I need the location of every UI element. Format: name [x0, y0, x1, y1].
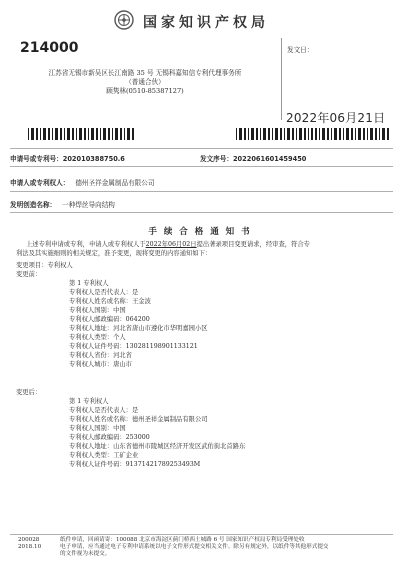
barcode-bar: [244, 128, 246, 140]
footer-text-2: 电子申请，应当通过电子专利申请系统以电子文件形式提交相关文件。除另有规定外，以纸件等其他形式提交: [60, 544, 329, 550]
before-line: 专利权人省份：河北省: [69, 352, 132, 359]
barcode-bar: [60, 128, 62, 140]
before-line: 专利权人国别：中国: [69, 307, 126, 314]
notice-title: 手 续 合 格 通 知 书: [148, 227, 252, 237]
barcode-bar: [103, 128, 106, 140]
divider: [10, 191, 393, 192]
footer-text-3: 的文件视为未提交。: [60, 551, 111, 557]
barcode-bar: [120, 128, 122, 140]
barcode-bar: [124, 128, 125, 140]
barcode-bar: [367, 128, 368, 140]
postcode: 214000: [20, 40, 79, 56]
invention-label: 发明创造名称：: [10, 201, 57, 209]
barcode-bar: [67, 128, 70, 140]
cnipa-emblem-icon: [114, 10, 134, 30]
applicant-name: 德州圣祥金属制品有限公司: [75, 179, 155, 187]
address-line-3: 顾隽林(0510-85387127): [106, 87, 184, 95]
barcode-bar: [299, 128, 302, 140]
barcode-bar: [31, 128, 34, 140]
barcode-bar: [55, 128, 58, 140]
barcode-bar: [272, 128, 273, 140]
barcode-bar: [308, 128, 309, 140]
barcode-bar: [256, 128, 258, 140]
notice-paragraph: [16, 240, 388, 258]
notice-text-part-2: 提出著录项目变更请求，经审查，符合专: [196, 241, 310, 248]
barcode-bar: [379, 128, 380, 140]
before-line: 专利权人证件号码：130281198901133121: [69, 343, 198, 350]
before-line: 专利权人是否代表人：是: [69, 289, 139, 296]
after-header: 变更后：: [16, 389, 42, 396]
barcode-bar: [263, 128, 266, 140]
divider: [10, 212, 393, 213]
barcode-bar: [346, 128, 349, 140]
barcode-bar: [36, 128, 38, 140]
barcode-bar: [28, 128, 29, 140]
barcode-bar: [72, 128, 74, 140]
applicant-row: [10, 177, 393, 187]
document-number: 2022061601459450: [232, 155, 307, 163]
divider: [10, 148, 393, 149]
after-line: 专利权人类型：工矿企业: [69, 452, 139, 459]
before-line: 专利权人邮政编码：064200: [69, 316, 150, 323]
barcode-bar: [268, 128, 270, 140]
barcode-bar: [88, 128, 89, 140]
issue-date-box: [281, 38, 394, 125]
before-line: 专利权人类型：个人: [69, 334, 126, 341]
applicant-label: 申请人或专利权人：: [10, 179, 70, 187]
barcode-bar: [40, 128, 41, 140]
barcode-bar: [239, 128, 242, 140]
barcode-bar: [96, 128, 98, 140]
recipient-address-block: [10, 38, 280, 120]
barcode-bar: [84, 128, 86, 140]
office-title: 国家知识产权局: [143, 15, 269, 31]
barcode-bar: [112, 128, 113, 140]
barcode-bar: [284, 128, 285, 140]
barcode-bar: [91, 128, 94, 140]
barcode-bar: [236, 128, 237, 140]
barcode-bar: [375, 128, 377, 140]
barcode-bar: [108, 128, 110, 140]
after-seq: 第 1 专利权人: [69, 398, 109, 405]
after-line: 专利权人是否代表人：是: [69, 407, 139, 414]
document-number-label: 发文序号：: [200, 155, 233, 163]
application-number-label: 申请号或专利号：: [10, 155, 63, 163]
barcode-bar: [115, 128, 118, 140]
barcode-bar: [64, 128, 65, 140]
barcode-bar: [339, 128, 341, 140]
barcode-bar: [76, 128, 77, 140]
barcode-bar: [322, 128, 325, 140]
barcode-bar: [287, 128, 290, 140]
footer-code-1: 200028: [18, 537, 40, 543]
after-line: 专利权人证件号码：91371421789253493M: [69, 461, 201, 468]
barcode-bar: [292, 128, 294, 140]
footer-code-2: 2018.10: [18, 544, 42, 550]
barcode-bar: [358, 128, 361, 140]
before-line: 专利权人姓名或名称：王金波: [69, 298, 151, 305]
barcode-bar: [382, 128, 385, 140]
barcode-bar: [355, 128, 356, 140]
barcode-bar: [79, 128, 82, 140]
barcode-bar: [100, 128, 101, 140]
address-line-2: （普通合伙）: [125, 78, 165, 86]
barcode-bar: [331, 128, 332, 140]
barcode-bar: [43, 128, 46, 140]
barcode-bar: [327, 128, 329, 140]
before-seq: 第 1 专利权人: [69, 280, 109, 287]
barcode-bar: [52, 128, 53, 140]
barcode-bar: [275, 128, 278, 140]
document-number-row: [200, 153, 390, 163]
footer-divider: [10, 534, 393, 535]
after-line: 专利权人邮政编码：253000: [69, 434, 150, 441]
invention-name: 一种焊丝导向结构: [62, 201, 115, 209]
after-line: 专利权人国别：中国: [69, 425, 126, 432]
barcode-bar: [48, 128, 50, 140]
issue-date-value: 2022年06月21日: [286, 111, 386, 125]
before-header: 变更前：: [16, 271, 42, 278]
document-barcode: [236, 128, 391, 140]
notice-text-part-3: 利法及其实施细则的相关规定，准予变更，现将变更的内容通知如下：: [16, 250, 212, 257]
barcode-bar: [248, 128, 249, 140]
footer-text-1: 纸件申请，回函请寄：100088 北京市海淀区蓟门桥西土城路 6 号 国家知识产权局专利局受理处收: [60, 537, 305, 543]
divider: [10, 166, 393, 167]
barcode-bar: [280, 128, 282, 140]
before-line: 专利权人城市：唐山市: [69, 361, 132, 368]
address-line-1: 江苏省无锡市新吴区长江南路 35 号 无锡科嘉知信专利代理事务所: [48, 69, 242, 77]
barcode-bar: [132, 128, 134, 140]
request-date: 2022年06月02日: [145, 241, 197, 248]
barcode-bar: [370, 128, 373, 140]
barcode-bar: [260, 128, 261, 140]
barcode-bar: [311, 128, 314, 140]
change-item: 变更项目：专利权人: [16, 262, 73, 269]
invention-row: [10, 199, 393, 209]
before-line: 专利权人地址：河北省唐山市遵化市华明嘉园小区: [69, 325, 208, 332]
issue-date-label: 发文日：: [287, 46, 314, 54]
after-line: 专利权人姓名或名称：德州圣祥金属制品有限公司: [69, 416, 208, 423]
barcode-bar: [363, 128, 365, 140]
barcode-bar: [251, 128, 254, 140]
barcode-bar: [319, 128, 320, 140]
application-number: 202010388750.6: [62, 155, 125, 163]
barcode-bar: [387, 128, 389, 140]
address-barcode: [28, 128, 138, 140]
after-line: 专利权人地址：山东省德州市陵城区经济开发区武佑街北首路东: [69, 443, 246, 450]
notice-text-part-1: 上述专利申请或专利，申请人或专利权人于: [26, 241, 146, 248]
barcode-bar: [315, 128, 317, 140]
barcode-bar: [334, 128, 337, 140]
barcode-bar: [343, 128, 344, 140]
barcode-bar: [351, 128, 353, 140]
barcode-bar: [304, 128, 306, 140]
barcode-bar: [296, 128, 297, 140]
barcode-bar: [127, 128, 130, 140]
